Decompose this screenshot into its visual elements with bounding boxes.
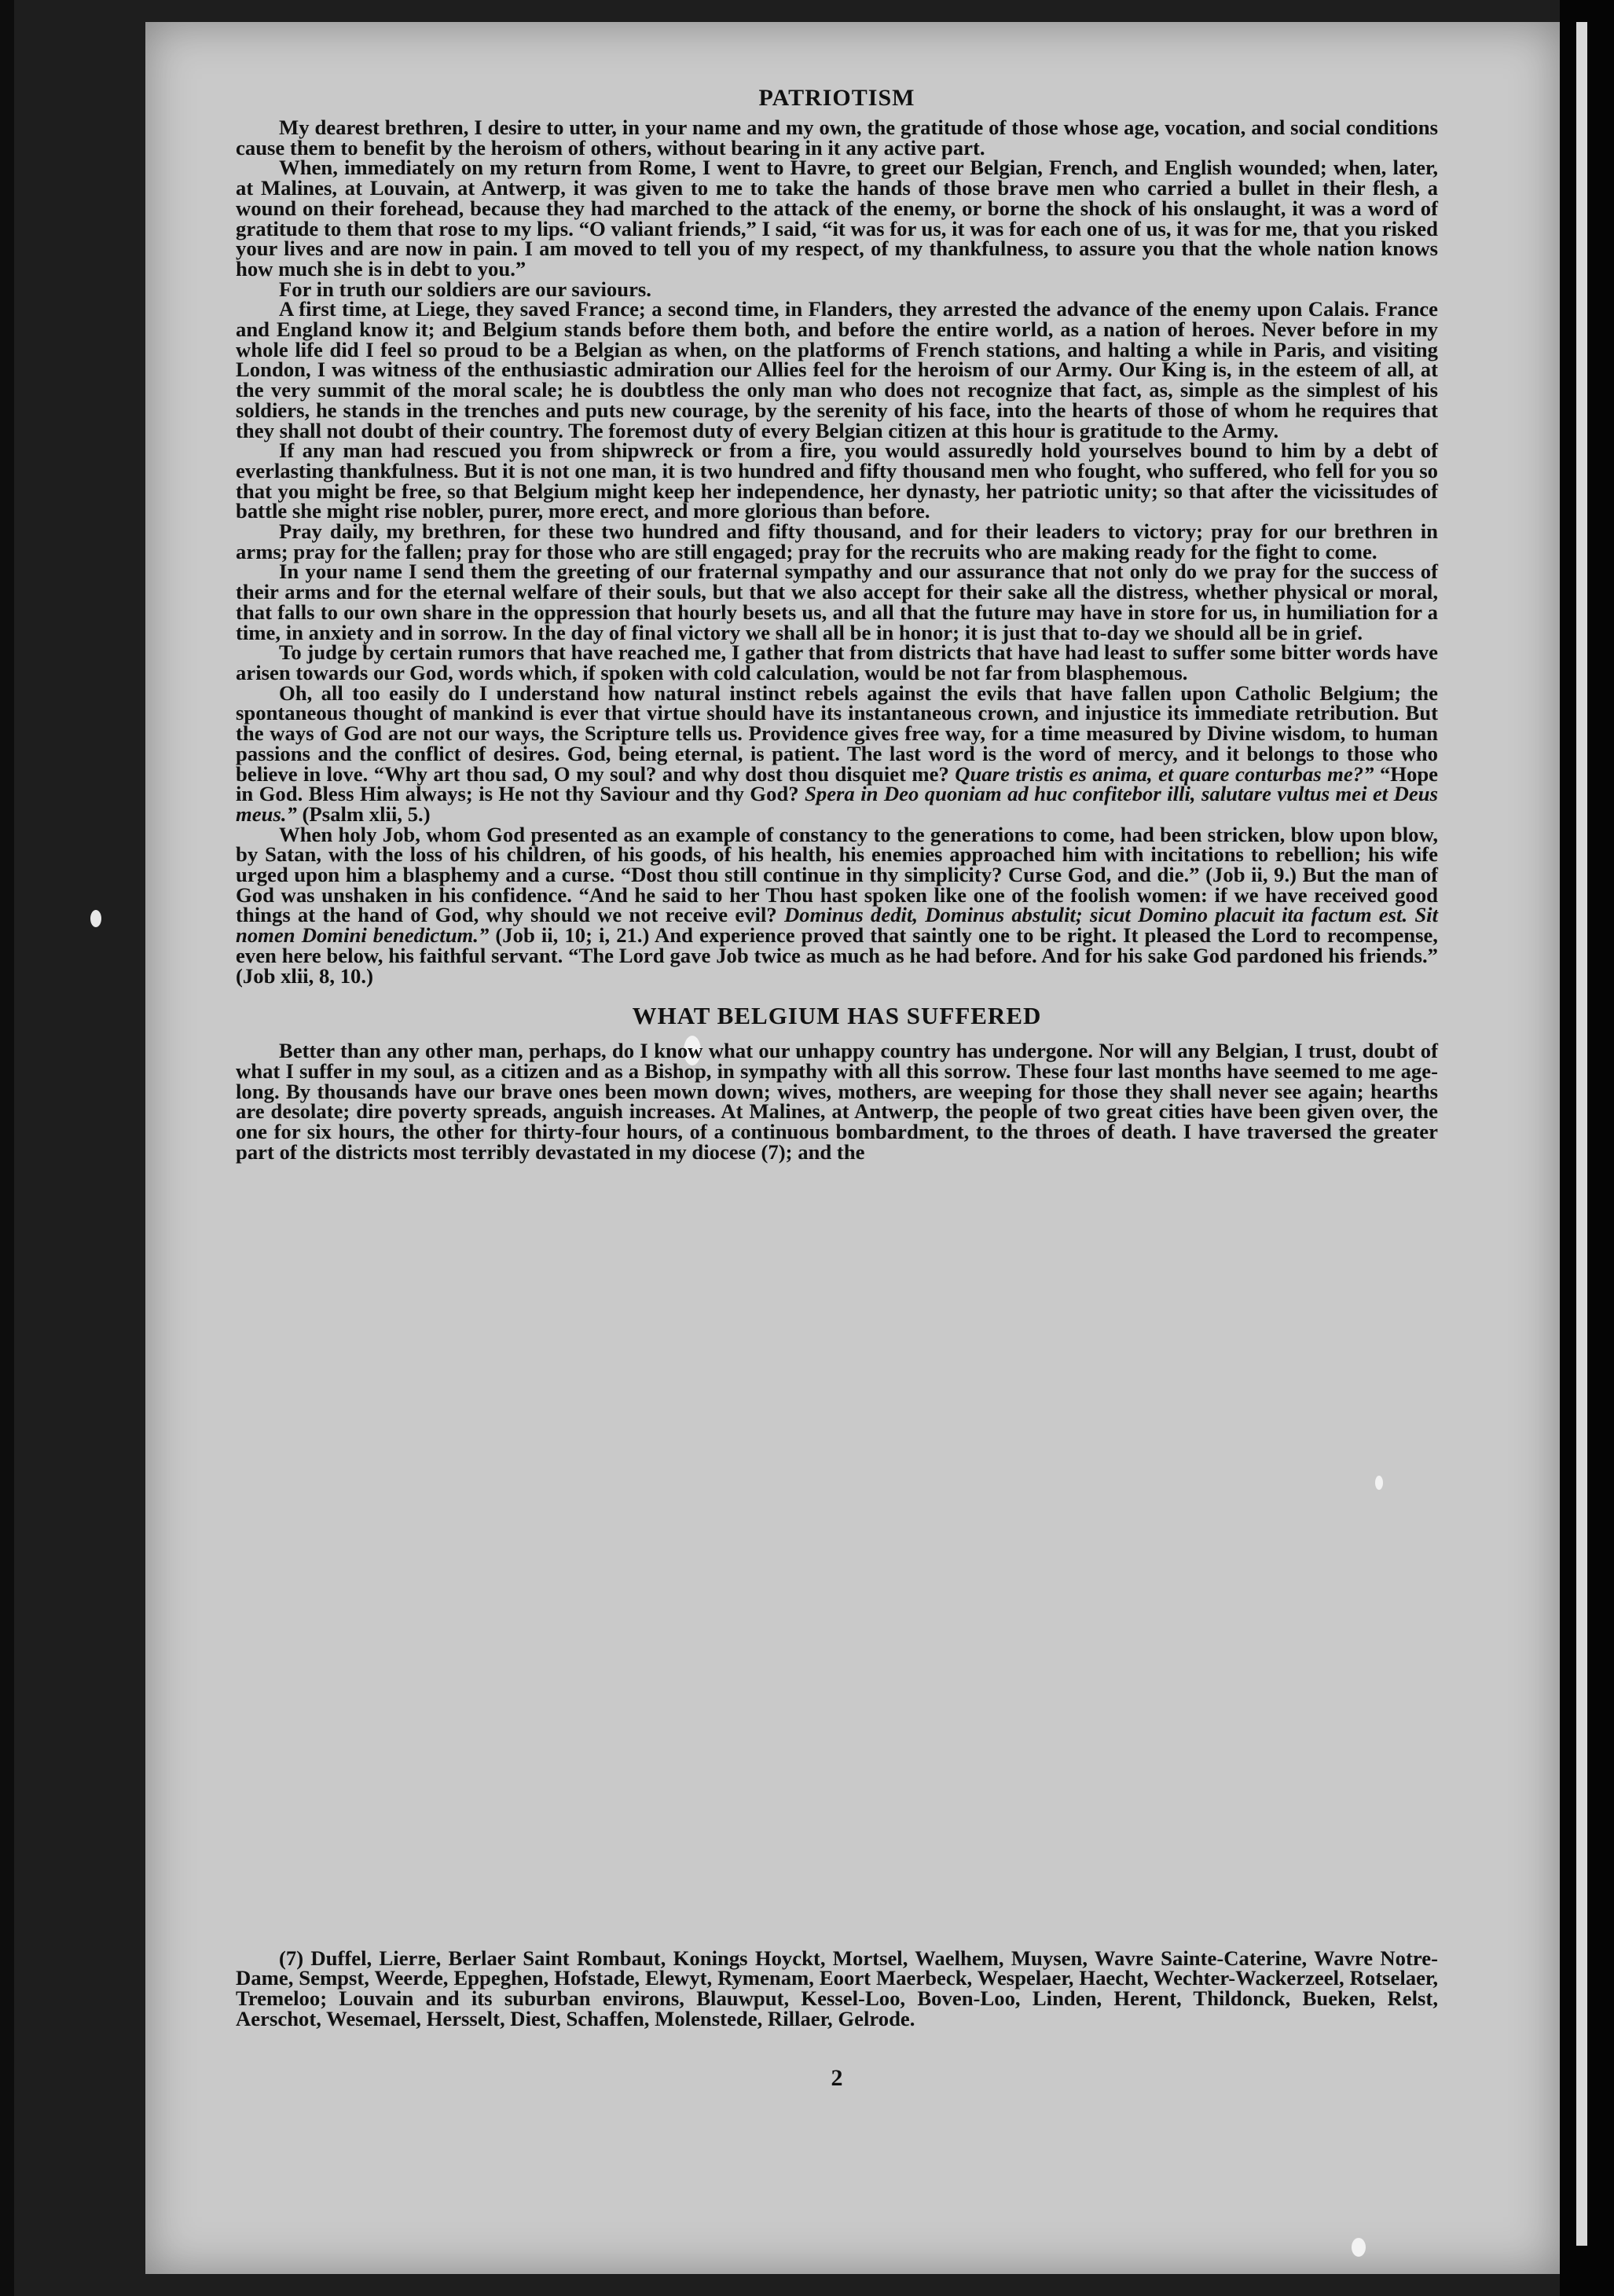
paper-speck (90, 910, 101, 927)
paragraph-with-latin (236, 822, 1439, 988)
paragraph-with-latin (236, 680, 1439, 826)
paragraph: My dearest brethren, I desire to utter, in your name and my own, the gratitude of those whose age, vocation, and social conditions cause them to benefit by the heroism of others, without bearing in it any active part. (236, 116, 1438, 160)
running-head: PATRIOTISM (758, 85, 915, 111)
paragraph: To judge by certain rumors that have reached me, I gather that from districts that have had least to suffer some bitter words have arisen towards our God, words which, if spoken with cold calculation, would be not far from blasphemous. (236, 640, 1438, 684)
paragraph: When, immediately on my return from Rome, I went to Havre, to greet our Belgian, French, and English wounded; when, later, at Malines, at Louvain, at Antwerp, it was given to me to take the hands of those brave men who carried a bullet in their flesh, a wound on their forehead, because they had marched to the attack of the enemy, or borne the shock of his onslaught, it was a word of gratitude to them that rose to my lips. “O valiant friends,” I said, “it was for us, it was for each one of us, it was for me, that you risked your lives and are now in pain. I am moved to tell you of my respect, of my thankfulness, to assure you that the whole nation knows how much she is in debt to you.” (236, 156, 1438, 281)
citation: (Psalm xlii, 5.) (296, 801, 431, 826)
paragraph: For in truth our soldiers are our saviours. (279, 277, 651, 301)
paragraph: A first time, at Liege, they saved France; a second time, in Flanders, they arrested the advance of the enemy upon Calais. France and England know it; and Belgium stands before them both, and before the entire world, as a nation of heroes. Never before in my whole life did I feel so proud to be a Belgian as when, on the platforms of French stations, and halting a while in Paris, and visiting London, I was witness of the enthusiastic admiration our Allies feel for the heroism of our Army. Our King is, in the esteem of all, at the very summit of the moral scale; he is doubtless the only man who does not recognize that fact, as, simple as the simplest of his soldiers, he stands in the trenches and puts new courage, by the serenity of his face, into the hearts of those of whom he requires that they shall not doubt of their country. The foremost duty of every Belgian citizen at this hour is gratitude to the Army. (236, 297, 1438, 442)
paragraph-text: “Hope in God. Bless Him always; is He not thy Saviour and thy God? (236, 761, 1439, 806)
paragraph-text: Oh, all too easily do I understand how natural instinct rebels against the evils that have fallen upon Catholic Belgium; the spontaneous thought of mankind is ever that virtue should have its instantaneous crown, and injustice its immediate retribution. But the ways of God are not our ways, the Scripture tells us. Providence gives free way, for a time measured by Divine wisdom, to human passions and the conflict of desires. God, being eternal, is patient. The last word is the word of mercy, and it belongs to those who believe in love. “Why art thou sad, O my soul? and why dost thou disquiet me? (236, 680, 1438, 786)
footnote: (7) Duffel, Lierre, Berlaer Saint Rombaut, Konings Hoyckt, Mortsel, Waelhem, Muysen, Wavre Sainte-Caterine, Wavre Notre-Dame, Sempst, Weerde, Eppeghen, Hofstade, Elewyt, Rymenam, Eoort Maerbeck, Wespelaer, Haecht, Wechter-Wackerzeel, Rotselaer, Tremeloo; Louvain and its suburban environs, Blauwput, Kessel-Loo, Boven-Loo, Linden, Herent, Thildonck, Bueken, Relst, Aerschot, Wesemael, Hersselt, Diest, Schaffen, Molenstede, Rillaer, Gelrode. (236, 1946, 1438, 2030)
paragraph: Pray daily, my brethren, for these two hundred and fifty thousand, and for their leaders to victory; pray for our brethren in arms; pray for the fallen; pray for those who are still engaged; pray for the recruits who are making ready for the fight to come. (236, 519, 1438, 563)
latin-quote: Dominus dedit, Dominus abstulit; sicut Domino placuit ita factum est. Sit nomen Domini benedictum.” (236, 903, 1439, 948)
paragraph-text: (Job ii, 10; i, 21.) And experience proved that saintly one to be right. It pleased the Lord to recompense, even here below, his faithful servant. “The Lord gave Job twice as much as he had before. And for his sake God pardoned his friends.” (Job xlii, 8, 10.) (236, 923, 1438, 988)
paragraph: If any man had rescued you from shipwreck or from a fire, you would assuredly hold yourselves bound to him by a debt of everlasting thankfulness. But it is not one man, it is two hundred and fifty thousand men who fought, who suffered, who fell for you so that you might be free, so that Belgium might keep her independence, her dynasty, her patriotic unity; so that after the vicissitudes of battle she might rise nobler, purer, more erect, and more glorious than before. (236, 438, 1438, 523)
paragraph-text: When holy Job, whom God presented as an example of constancy to the generations to come, had been stricken, blow upon blow, by Satan, with the loss of his children, of his goods, of his health, his enemies approached him with incitations to rebellion; his wife urged upon him a blasphemy and a curse. “Dost thou still continue in thy simplicity? Curse God, and die.” (Job ii, 9.) But the man of God was unshaken in his confidence. “And he said to her Thou hast spoken like one of the foolish women: if we have received good things at the hand of God, why should we not receive evil? (236, 822, 1438, 927)
paper-speck (1352, 2238, 1366, 2257)
section-heading: WHAT BELGIUM HAS SUFFERED (632, 1002, 1042, 1030)
scan-left-edge (0, 0, 14, 2296)
page-number: 2 (831, 2065, 843, 2091)
scan-right-gap (1576, 22, 1587, 2246)
latin-quote: Spera in Deo quoniam ad huc confitebor illi, salutare vultus mei et Deus meus.” (236, 782, 1438, 826)
latin-quote: Quare tristis es anima, et quare conturbas me?” (955, 761, 1374, 786)
paragraph: Better than any other man, perhaps, do I know what our unhappy country has undergone. Nor will any Belgian, I trust, doubt of what I suffer in my soul, as a citizen and as a Bishop, in sympathy with all this sorrow. These four last months have seemed to me age-long. By thousands have our brave ones been mown down; wives, mothers, are weeping for those they shall never see again; hearths are desolate; dire poverty spreads, anguish increases. At Malines, at Antwerp, the people of two great cities have been given over, the one for six hours, the other for thirty-four hours, of a continuous bombardment, to the throes of death. I have traversed the greater part of the districts most terribly devastated in my diocese (7); and the (236, 1039, 1438, 1164)
paragraph: In your name I send them the greeting of our fraternal sympathy and our assurance that not only do we pray for the success of their arms and for the eternal welfare of their souls, but that we also accept for their sake all the distress, whether physical or moral, that falls to our own share in the oppression that hourly besets us, and all that the future may have in store for us, in humiliation for a time, in anxiety and in sorrow. In the day of final victory we shall all be in honor; it is just that to-day we should all be in grief. (236, 559, 1438, 644)
document-page (236, 85, 1438, 2206)
